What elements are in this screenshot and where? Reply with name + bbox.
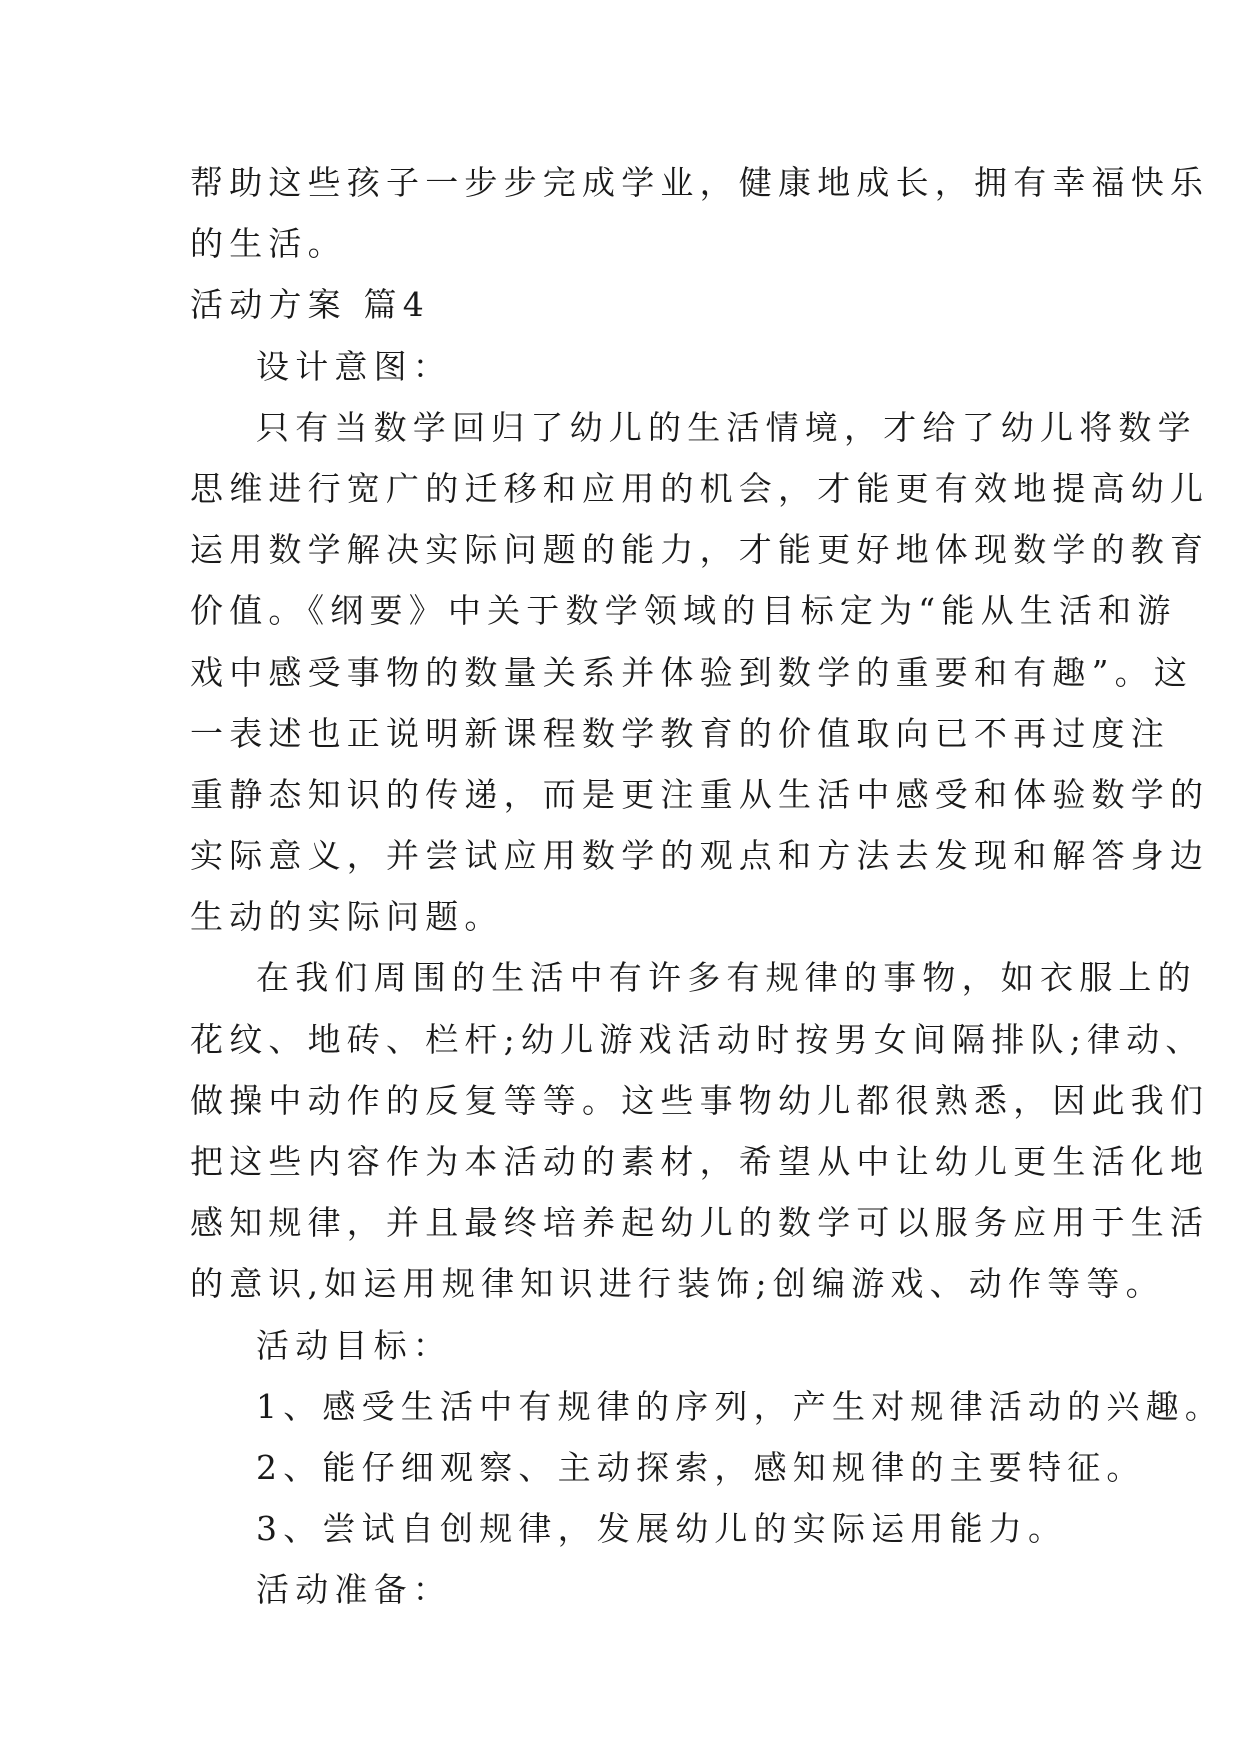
text-line: 价值。《纲要》中关于数学领域的目标定为“能从生活和游 — [190, 591, 1177, 631]
subheading-activity-preparation: 活动准备： — [256, 1570, 452, 1610]
text-line: 做操中动作的反复等等。这些事物幼儿都很熟悉，因此我们 — [190, 1080, 1210, 1120]
text-line: 思维进行宽广的迁移和应用的机会，才能更有效地提高幼儿 — [190, 468, 1210, 508]
paragraph-start: 在我们周围的生活中有许多有规律的事物，如衣服上的 — [256, 958, 1197, 998]
list-item: 2、能仔细观察、主动探索，感知规律的主要特征。 — [256, 1447, 1146, 1487]
text-line: 帮助这些孩子一步步完成学业，健康地成长，拥有幸福快乐 — [190, 163, 1210, 202]
section-heading: 活动方案 篇4 — [190, 285, 430, 325]
subheading-activity-goals: 活动目标： — [256, 1325, 452, 1365]
text-line: 生动的实际问题。 — [190, 897, 504, 937]
text-line: 的意识,如运用规律知识进行装饰;创编游戏、动作等等。 — [190, 1264, 1165, 1304]
text-line: 运用数学解决实际问题的能力，才能更好地体现数学的教育 — [190, 530, 1210, 570]
text-line: 的生活。 — [190, 224, 347, 264]
subheading-design-intent: 设计意图： — [256, 346, 452, 386]
text-line: 一表述也正说明新课程数学教育的价值取向已不再过度注 — [190, 713, 1170, 753]
text-line: 戏中感受事物的数量关系并体验到数学的重要和有趣”。这 — [190, 652, 1194, 692]
paragraph-start: 只有当数学回归了幼儿的生活情境，才给了幼儿将数学 — [256, 407, 1197, 447]
text-line: 重静态知识的传递，而是更注重从生活中感受和体验数学的 — [190, 774, 1210, 814]
document-body — [190, 152, 1224, 1621]
list-item: 1、感受生活中有规律的序列，产生对规律活动的兴趣。 — [256, 1386, 1224, 1426]
list-item: 3、尝试自创规律，发展幼儿的实际运用能力。 — [256, 1509, 1068, 1549]
text-line: 实际意义，并尝试应用数学的观点和方法去发现和解答身边 — [190, 836, 1210, 876]
text-line: 把这些内容作为本活动的素材，希望从中让幼儿更生活化地 — [190, 1142, 1210, 1181]
text-line: 花纹、地砖、栏杆;幼儿游戏活动时按男女间隔排队;律动、 — [190, 1019, 1205, 1059]
text-line: 感知规律，并且最终培养起幼儿的数学可以服务应用于生活 — [190, 1203, 1210, 1243]
